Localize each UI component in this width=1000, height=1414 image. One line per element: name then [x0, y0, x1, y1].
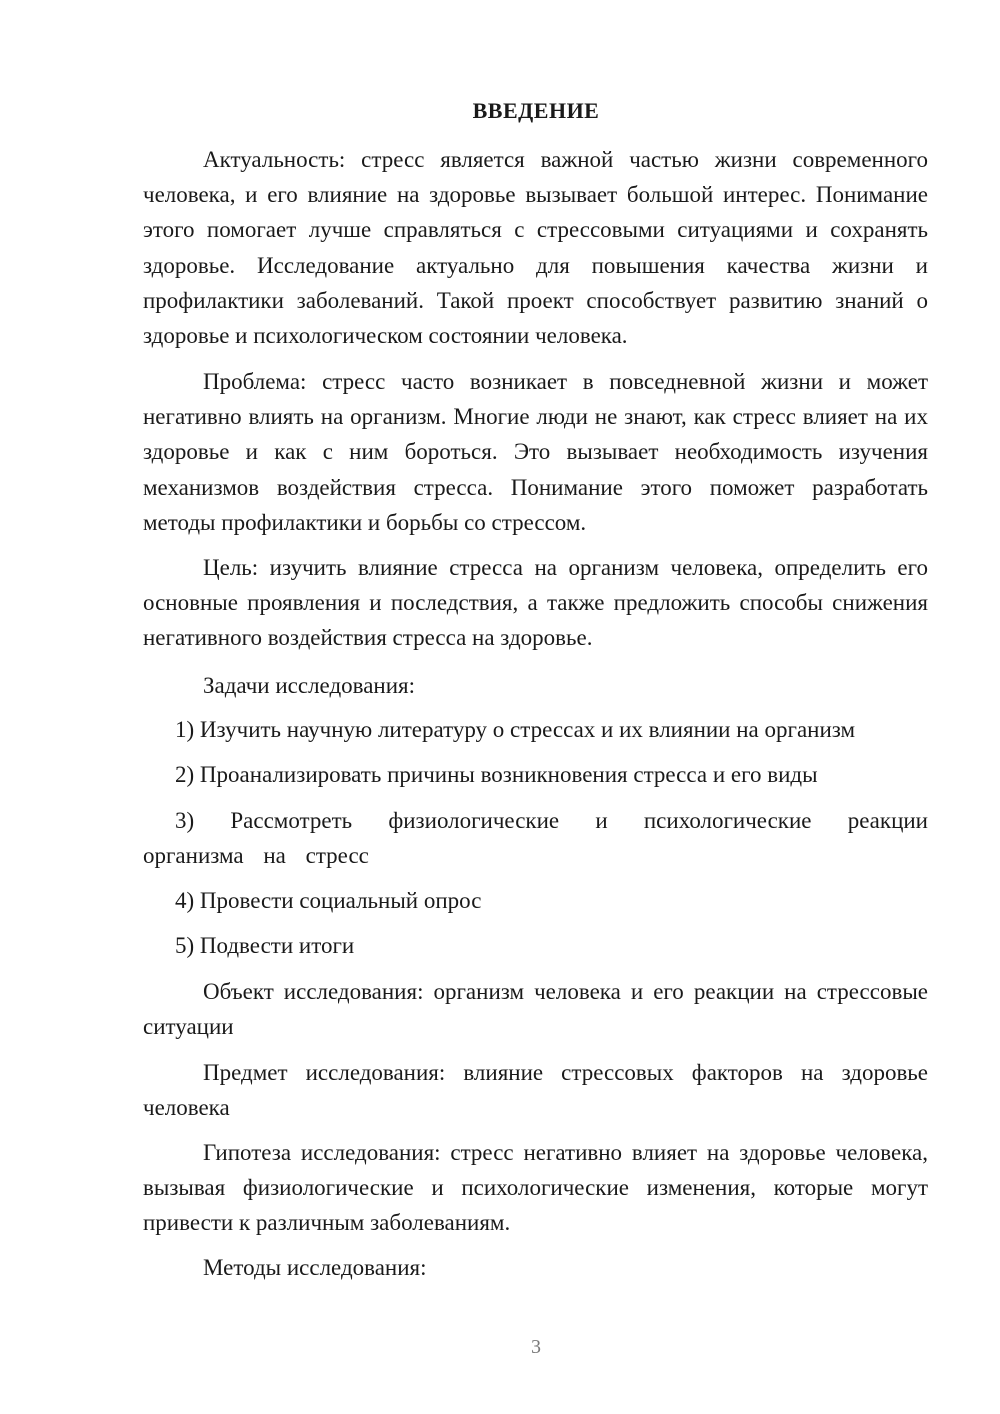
task-item-1: 1) Изучить научную литературу о стрессах и их влиянии на организм: [175, 717, 856, 742]
paragraph-object: Объект исследования: организм человека и его реакции на стрессовые ситуации: [143, 979, 928, 1040]
paragraph-problem: Проблема: стресс часто возникает в повседневной жизни и может негативно влиять на организм. Многие люди не знают, как стресс влияет на их здоровье и как с ним бороться. Это вызывает необходимость изучения механизмов воздействия стресса. Понимание этого поможет разработать методы профилактики и борьбы со стрессом.: [143, 369, 928, 535]
paragraph-subject: Предмет исследования: влияние стрессовых факторов на здоровье человека: [143, 1060, 928, 1121]
tasks-heading: Задачи исследования:: [203, 673, 416, 698]
page-title: ВВЕДЕНИЕ: [472, 98, 600, 123]
task-item-3: 3) Рассмотреть физиологические и психологические реакции организма на стресс: [143, 808, 928, 869]
methods-heading: Методы исследования:: [203, 1255, 427, 1280]
paragraph-goal: Цель: изучить влияние стресса на организм человека, определить его основные проявления и последствия, а также предложить способы снижения негативного воздействия стресса на здоровье.: [143, 555, 928, 651]
task-item-2: 2) Проанализировать причины возникновения стресса и его виды: [175, 762, 818, 787]
paragraph-hypothesis: Гипотеза исследования: стресс негативно влияет на здоровье человека, вызывая физиологические и психологические изменения, которые могут привести к различным заболеваниям.: [143, 1140, 928, 1236]
task-item-5: 5) Подвести итоги: [175, 933, 355, 958]
task-item-4: 4) Провести социальный опрос: [175, 888, 482, 913]
paragraph-relevance: Актуальность: стресс является важной частью жизни современного человека, и его влияние на здоровье вызывает большой интерес. Понимание этого помогает лучше справляться с стрессовыми ситуациями и сохранять здоровье. Исследование актуально для повышения качества жизни и профилактики заболеваний. Такой проект способствует развитию знаний о здоровье и психологическом состоянии человека.: [143, 147, 928, 349]
page-number: 3: [531, 1336, 541, 1358]
